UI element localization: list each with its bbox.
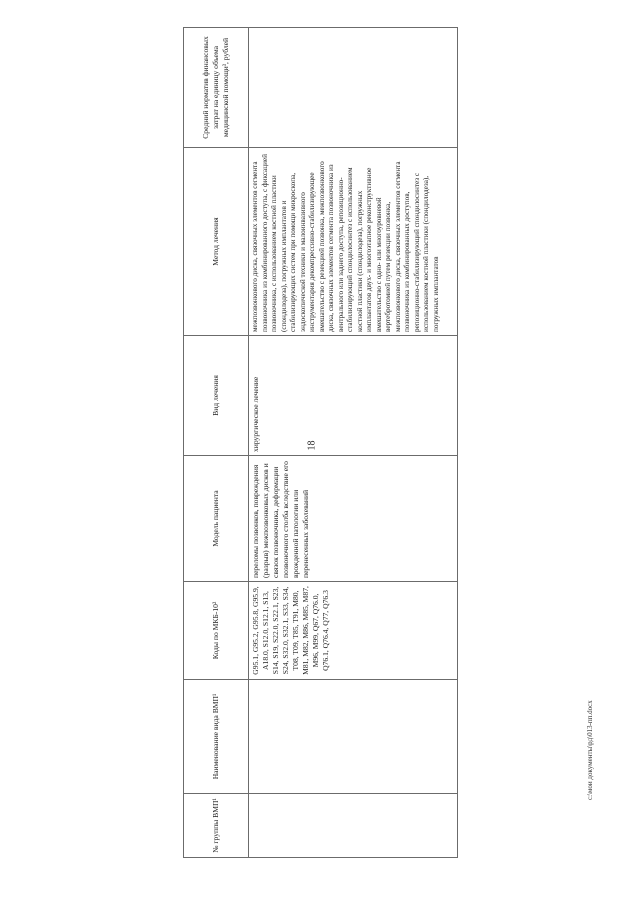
cell-group-number — [249, 794, 458, 858]
vmp-table-sheet — [183, 28, 455, 858]
vmp-table — [183, 27, 458, 858]
table-row — [249, 28, 458, 858]
header-treatment-method: Метод лечения — [184, 148, 249, 336]
cell-treatment-type: хирургическое лечение — [249, 336, 458, 456]
cell-cost-norm — [249, 28, 458, 148]
header-patient-model: Модель пациента — [184, 456, 249, 582]
header-treatment-type: Вид лечения — [184, 336, 249, 456]
cell-patient-model: переломы позвонков, повреждения (разрыв) межпозвонковых дисков и связок позвоночника, деформации позвоночного столба вследствие его врожденной патологии или перенесенных заболеваний — [249, 456, 458, 582]
header-icd-codes: Коды по МКБ-10² — [184, 582, 249, 680]
header-cost-norm: Средний норматив финансовых затрат на единицу объема медицинской помощи³, рублей — [184, 28, 249, 148]
footer-file-path: c:\мои документы\рд\013-пп.docx — [586, 700, 594, 800]
header-vmp-name: Наименование вида ВМП¹ — [184, 680, 249, 794]
cell-vmp-name — [249, 680, 458, 794]
table-header-row — [184, 28, 249, 858]
page-number: 18 — [306, 440, 318, 451]
cell-icd-codes: G95.1, G95.2, G95.8, G95.9, A18.0, S12.0, S12.1, S13, S14, S19, S22.0, S22.1, S23, S24, S32.0, S32.1, S33, S34, T08, T09, T85, T91, M80, M81, M82, M86, M85, M87, M96, M99, Q67, Q76.0, Q76.1, Q76.4, Q77, Q76.3 — [249, 582, 458, 680]
header-group-number: № группы ВМП¹ — [184, 794, 249, 858]
cell-treatment-method: межпозвонкового диска, связочных элементов сегмента позвоночника из комбинированного доступа, с фиксацией позвоночника, с использованием костной пластики (спондилодеза), погружных имплантатов и стабилизирующих систем при помощи микроскопа, эндоскопической техники и малоинвазивного инструментария декомпрессивно-стабилизирующее вмешательство с резекцией позвонка, межпозвонкового диска, связочных элементов сегмента позвоночника из вентрального или заднего доступа, репозиционно-стабилизирующий спондилосинтез с использованием костной пластики (спондилодеза), погружных имплантатов двух- и многоэтапное реконструктивное вмешательство с одно- или многоуровневой вертебротомией путем резекции позвонка, межпозвонкового диска, связочных элементов сегмента позвоночника из комбинированных доступов, репозиционно-стабилизирующий спондилосинтез с использованием костной пластики (спондилодеза), погружных имплантатов — [249, 148, 458, 336]
